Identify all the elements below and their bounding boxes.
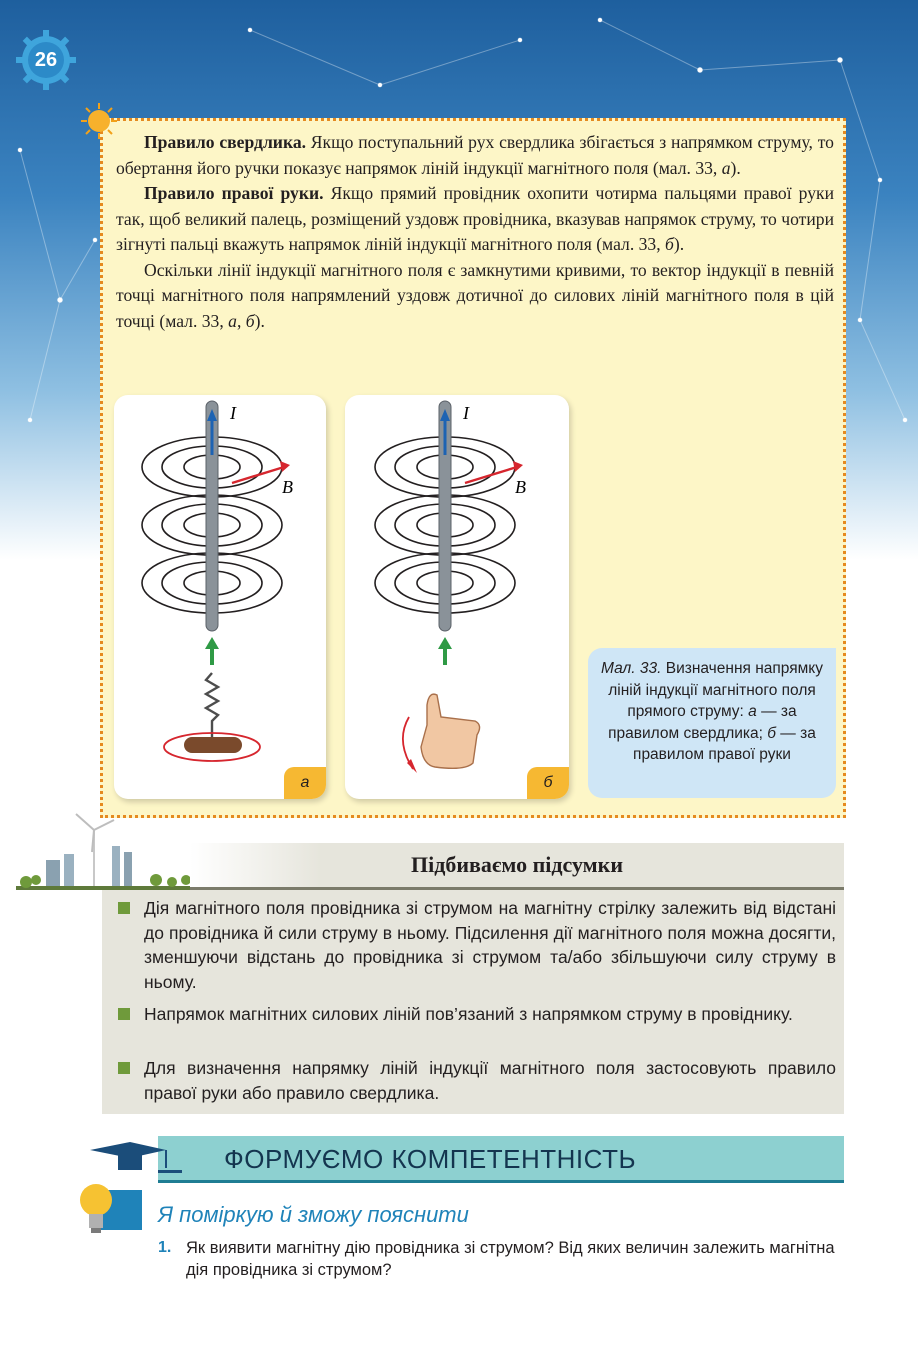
- bullet-icon: [118, 1008, 130, 1020]
- caption-number: Мал. 33.: [601, 660, 662, 677]
- page-number: 26: [34, 49, 58, 71]
- figure-a-card: [114, 395, 326, 799]
- right-hand-rule-end: ).: [673, 234, 685, 254]
- tangent-ref-b: б: [245, 310, 255, 331]
- question-number: 1.: [158, 1239, 172, 1256]
- right-hand-rule-ref: б: [665, 234, 674, 254]
- summary-header: [190, 843, 844, 890]
- current-label: I: [463, 403, 469, 423]
- right-hand-rule-paragraph: [116, 181, 834, 258]
- caption-ref-a: а: [748, 703, 757, 720]
- caption-mid: — за правилом свердлика;: [608, 703, 797, 742]
- drill-rule-end: ).: [730, 157, 741, 178]
- figure-a-tag: а: [284, 767, 326, 799]
- question-text: Як виявити магнітну дію провідника зі струмом? Від яких величин залежить магнітна дія провідника зі струмом?: [186, 1239, 835, 1279]
- lightbulb-icon: [76, 1178, 144, 1236]
- summary-list: [102, 890, 844, 1114]
- caption-ref-b: б: [767, 724, 776, 742]
- conductor-hand-illustration: [345, 395, 569, 799]
- tangent-end: ).: [254, 310, 265, 331]
- figure-b-card: [345, 395, 569, 799]
- competence-title: ФОРМУЄМО КОМПЕТЕНТНІСТЬ: [224, 1144, 637, 1174]
- competence-subheading: Я поміркую й зможу пояснити: [158, 1202, 469, 1227]
- rules-text: [116, 130, 834, 334]
- graduation-cap-icon: [88, 1140, 184, 1180]
- summary-item: Для визначення напрямку ліній індукції магнітного поля застосовують правило правої руки або правило свердлика.: [144, 1058, 836, 1103]
- tangent-sep: ,: [236, 310, 246, 331]
- conductor-drill-illustration: [114, 395, 326, 799]
- summary-title: Підбиваємо підсумки: [410, 852, 624, 877]
- current-label: I: [230, 403, 236, 423]
- summary-item: Напрямок магнітних силових ліній пов’язаний з напрямком струму в провіднику.: [144, 1004, 793, 1024]
- bullet-icon: [118, 902, 130, 914]
- right-hand-rule-text: Якщо прямий провідник охопити чотирма пальцями правої руки так, щоб великий палець, розміщений уздовж провідника, вказував напрямок струму, то чотири зігнуті пальці вкажуть напрямок ліній індукції магнітного поля (мал. 33,: [116, 183, 834, 254]
- sun-icon: [80, 102, 118, 140]
- tangent-text: Оскільки лінії індукції магнітного поля є замкнутими кривими, то вектор індукції в певній точці магнітного поля напрямлений уздовж дотичної до силових ліній магнітного поля в цій точці (мал. 33,: [116, 259, 834, 331]
- figure-caption: [588, 648, 836, 798]
- summary-item: Дія магнітного поля провідника зі струмом на магнітну стрілку залежить від відстані до провідника й сили струму в ньому. Підсилення дії магнітного поля можна досягти, зменшуючи відстань до провідника зі струмом та/або збільшуючи силу струму в ньому.: [144, 898, 836, 992]
- field-vector-label: B: [515, 477, 526, 497]
- tangent-ref-a: а: [228, 310, 237, 331]
- competence-header: [158, 1136, 844, 1183]
- field-vector-label: B: [282, 477, 293, 497]
- page-number-badge: [14, 28, 78, 92]
- tangent-paragraph: [116, 258, 834, 335]
- drill-rule-ref: а: [721, 157, 731, 178]
- caption-text: Визначення напрямку ліній індукції магнітного поля прямого струму:: [608, 660, 823, 720]
- figure-b-tag: б: [527, 767, 569, 799]
- drill-rule-title: Правило свердлика.: [144, 132, 307, 152]
- windmill-icon: [16, 800, 196, 892]
- right-hand-rule-title: Правило правої руки.: [144, 183, 324, 203]
- caption-end: — за правилом правої руки: [633, 724, 816, 763]
- drill-rule-text: Якщо поступальний рух свердлика збігається з напрямком струму, то обертання його ручки показує напрямок ліній індукції магнітного поля (мал. 33,: [116, 132, 834, 178]
- drill-rule-paragraph: [116, 130, 834, 181]
- bullet-icon: [118, 1062, 130, 1074]
